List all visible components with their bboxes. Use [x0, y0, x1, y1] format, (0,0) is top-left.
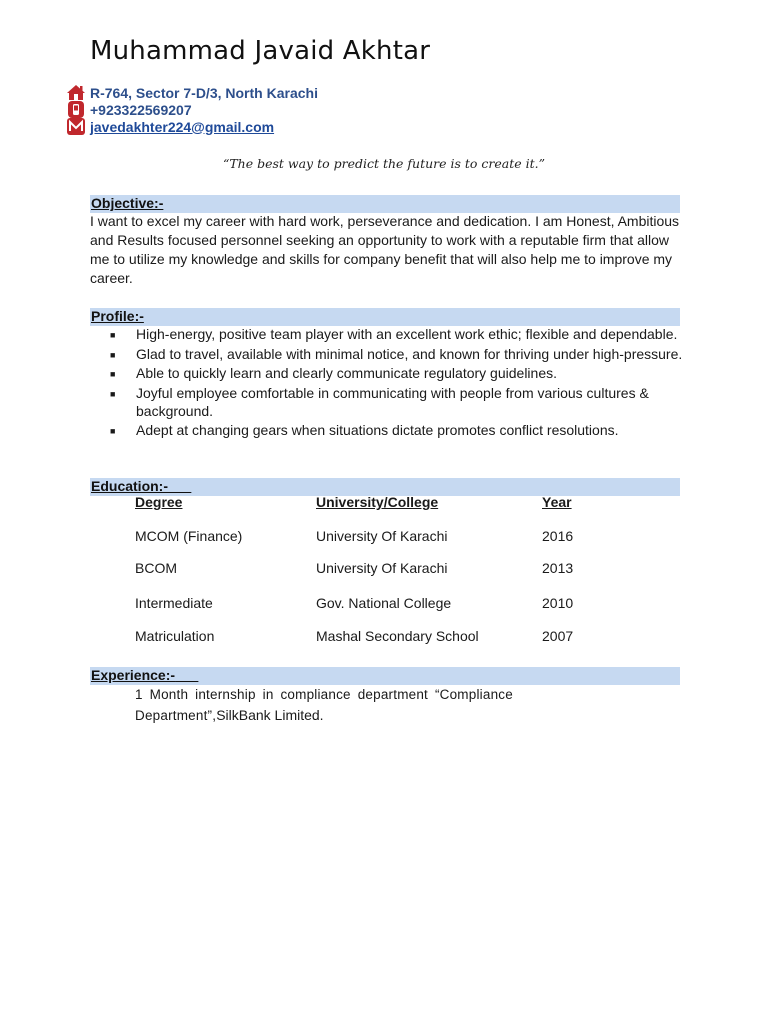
- profile-list: [110, 325, 690, 440]
- contact-block: [66, 84, 318, 135]
- year-cell: 2013: [542, 560, 574, 576]
- bullet-icon: ■: [110, 388, 116, 399]
- list-item: ■ Joyful employee comfortable in communicating with people from various cultures & background.: [110, 384, 649, 419]
- experience-heading: Experience:-: [91, 667, 176, 683]
- email-link[interactable]: javedakhter224@gmail.com: [90, 118, 275, 135]
- motto-quote: “The best way to predict the future is to create it.”: [222, 156, 546, 171]
- address-row: [66, 84, 318, 101]
- address-text: R-764, Sector 7-D/3, North Karachi: [90, 84, 318, 101]
- degree-cell: MCOM (Finance): [135, 528, 243, 544]
- university-cell: University Of Karachi: [316, 560, 448, 576]
- objective-heading: Objective:-: [91, 195, 164, 211]
- education-heading: Education:-: [91, 478, 168, 494]
- experience-text-part2: SilkBank Limited.: [216, 707, 324, 723]
- bullet-icon: ■: [110, 330, 116, 340]
- objective-text: I want to excel my career with hard work, perseverance and dedication. I am Honest, Ambitious and Results focused personnel seeking an opportunity to work with a reputable firm that allow me to utilize my knowledge and skills for company benefit that will also help me to improve my career.: [90, 213, 680, 286]
- university-cell: University Of Karachi: [316, 528, 448, 544]
- experience-text-part1: 1 Month internship in compliance department “Compliance Department”,: [135, 687, 513, 723]
- home-icon: [66, 84, 86, 101]
- mobile-phone-icon: [66, 101, 86, 118]
- year-cell: 2016: [542, 528, 574, 544]
- university-header: University/College: [316, 494, 439, 510]
- bullet-icon: ■: [110, 349, 116, 360]
- list-item: ■ Able to quickly learn and clearly communicate regulatory guidelines.: [110, 364, 690, 384]
- university-cell: Gov. National College: [316, 595, 452, 611]
- university-cell: Mashal Secondary School: [316, 628, 479, 644]
- experience-text: [135, 684, 655, 726]
- degree-cell: Matriculation: [135, 628, 215, 644]
- degree-cell: BCOM: [135, 560, 177, 576]
- phone-row: [66, 101, 318, 118]
- year-cell: 2010: [542, 595, 574, 611]
- list-item: ■ Glad to travel, available with minimal notice, and known for thriving under high-pressure.: [110, 345, 690, 365]
- objective-section-bar: [90, 195, 680, 213]
- year-header: Year: [542, 494, 572, 510]
- year-cell: 2007: [542, 628, 574, 644]
- bullet-icon: ■: [110, 369, 116, 379]
- email-row: [66, 118, 318, 135]
- profile-heading: Profile:-: [91, 308, 144, 324]
- bullet-icon: ■: [110, 425, 116, 436]
- phone-text: +923322569207: [90, 101, 192, 118]
- profile-section-bar: [90, 308, 680, 326]
- candidate-name: Muhammad Javaid Akhtar: [90, 36, 431, 66]
- degree-header: Degree: [135, 494, 183, 510]
- list-item: ■ High-energy, positive team player with an excellent work ethic; flexible and dependable.: [110, 325, 690, 345]
- gmail-icon: [66, 118, 86, 135]
- list-item: ■ Adept at changing gears when situations dictate promotes conflict resolutions.: [110, 421, 690, 441]
- degree-cell: Intermediate: [135, 595, 213, 611]
